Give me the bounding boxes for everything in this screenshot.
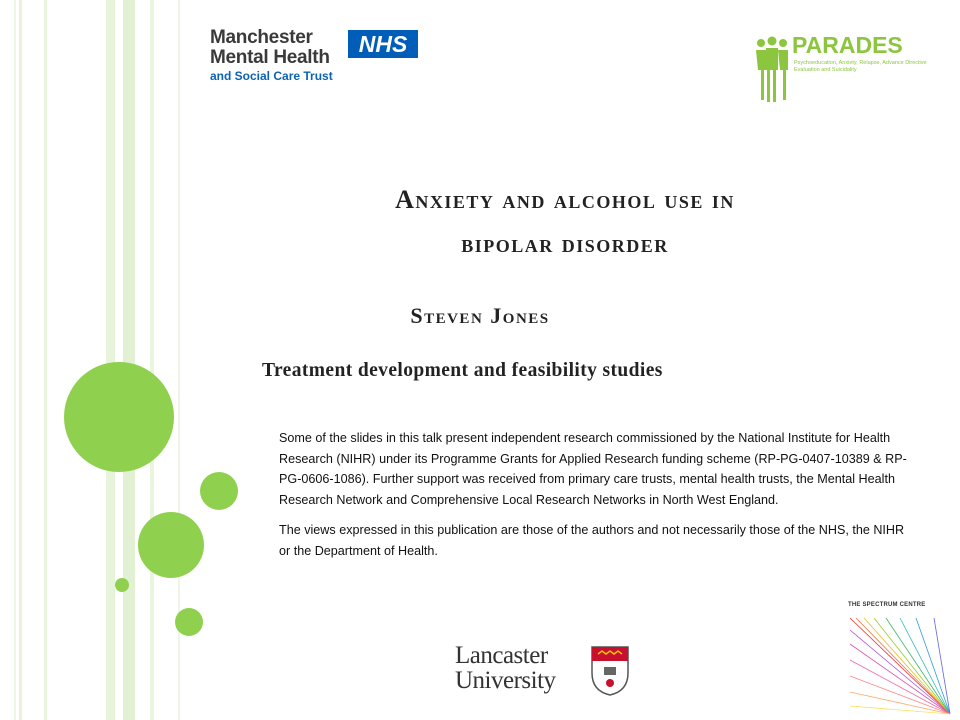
people-icon (752, 36, 792, 106)
parades-title: PARADES (792, 32, 903, 58)
decorative-stripe (19, 0, 22, 720)
slide-title (250, 178, 880, 266)
logo-line: University (455, 667, 556, 694)
logo-line: and Social Care Trust (210, 69, 333, 83)
funding-disclaimer (279, 428, 909, 562)
spectrum-title: THE SPECTRUM CENTRE (848, 602, 926, 608)
spectrum-lines-graphic (846, 610, 954, 718)
lancaster-university-logo (455, 643, 655, 703)
author-name: Steven Jones (410, 303, 550, 328)
crest-icon (590, 645, 630, 697)
nhs-logo: NHS (348, 30, 418, 58)
slide-subtitle: Treatment development and feasibility studies (262, 360, 663, 381)
decorative-stripe (14, 0, 16, 720)
decorative-circle-medium (200, 472, 238, 510)
decorative-circle-small (115, 578, 129, 592)
decorative-circle-medium (138, 512, 204, 578)
disclaimer-paragraph: The views expressed in this publication are those of the authors and not necessarily those of the NHS, the NIHR or the Department of Health. (279, 523, 905, 558)
decorative-circle-large (64, 362, 174, 472)
decorative-stripe (150, 0, 154, 720)
decorative-stripe (106, 0, 115, 720)
spectrum-centre-logo (846, 600, 954, 716)
decorative-stripe (44, 0, 47, 720)
decorative-stripe (123, 0, 135, 720)
logo-line: Mental Health (210, 47, 330, 68)
parades-subtitle: Psychoeducation, Anxiety, Relapse, Advance Directive Evaluation and Suicidality (794, 60, 927, 73)
decorative-circle-small (175, 608, 203, 636)
title-line: bipolar disorder (461, 229, 669, 258)
logo-line: Lancaster (455, 642, 548, 669)
title-line: Anxiety and alcohol use in (395, 185, 735, 214)
logo-line: Manchester (210, 27, 313, 48)
manchester-mental-health-logo (210, 28, 430, 92)
parades-logo (752, 32, 932, 106)
funding-paragraph: Some of the slides in this talk present independent research commissioned by the National Institute for Health Research (NIHR) under its Programme Grants for Applied Research funding scheme (RP-PG-0407-10389 & RP-PG-0606-1086). Further support was received from primary care trusts, mental health trusts, the Mental Health Research Network and Comprehensive Local Research Networks in North West England. (279, 431, 907, 507)
